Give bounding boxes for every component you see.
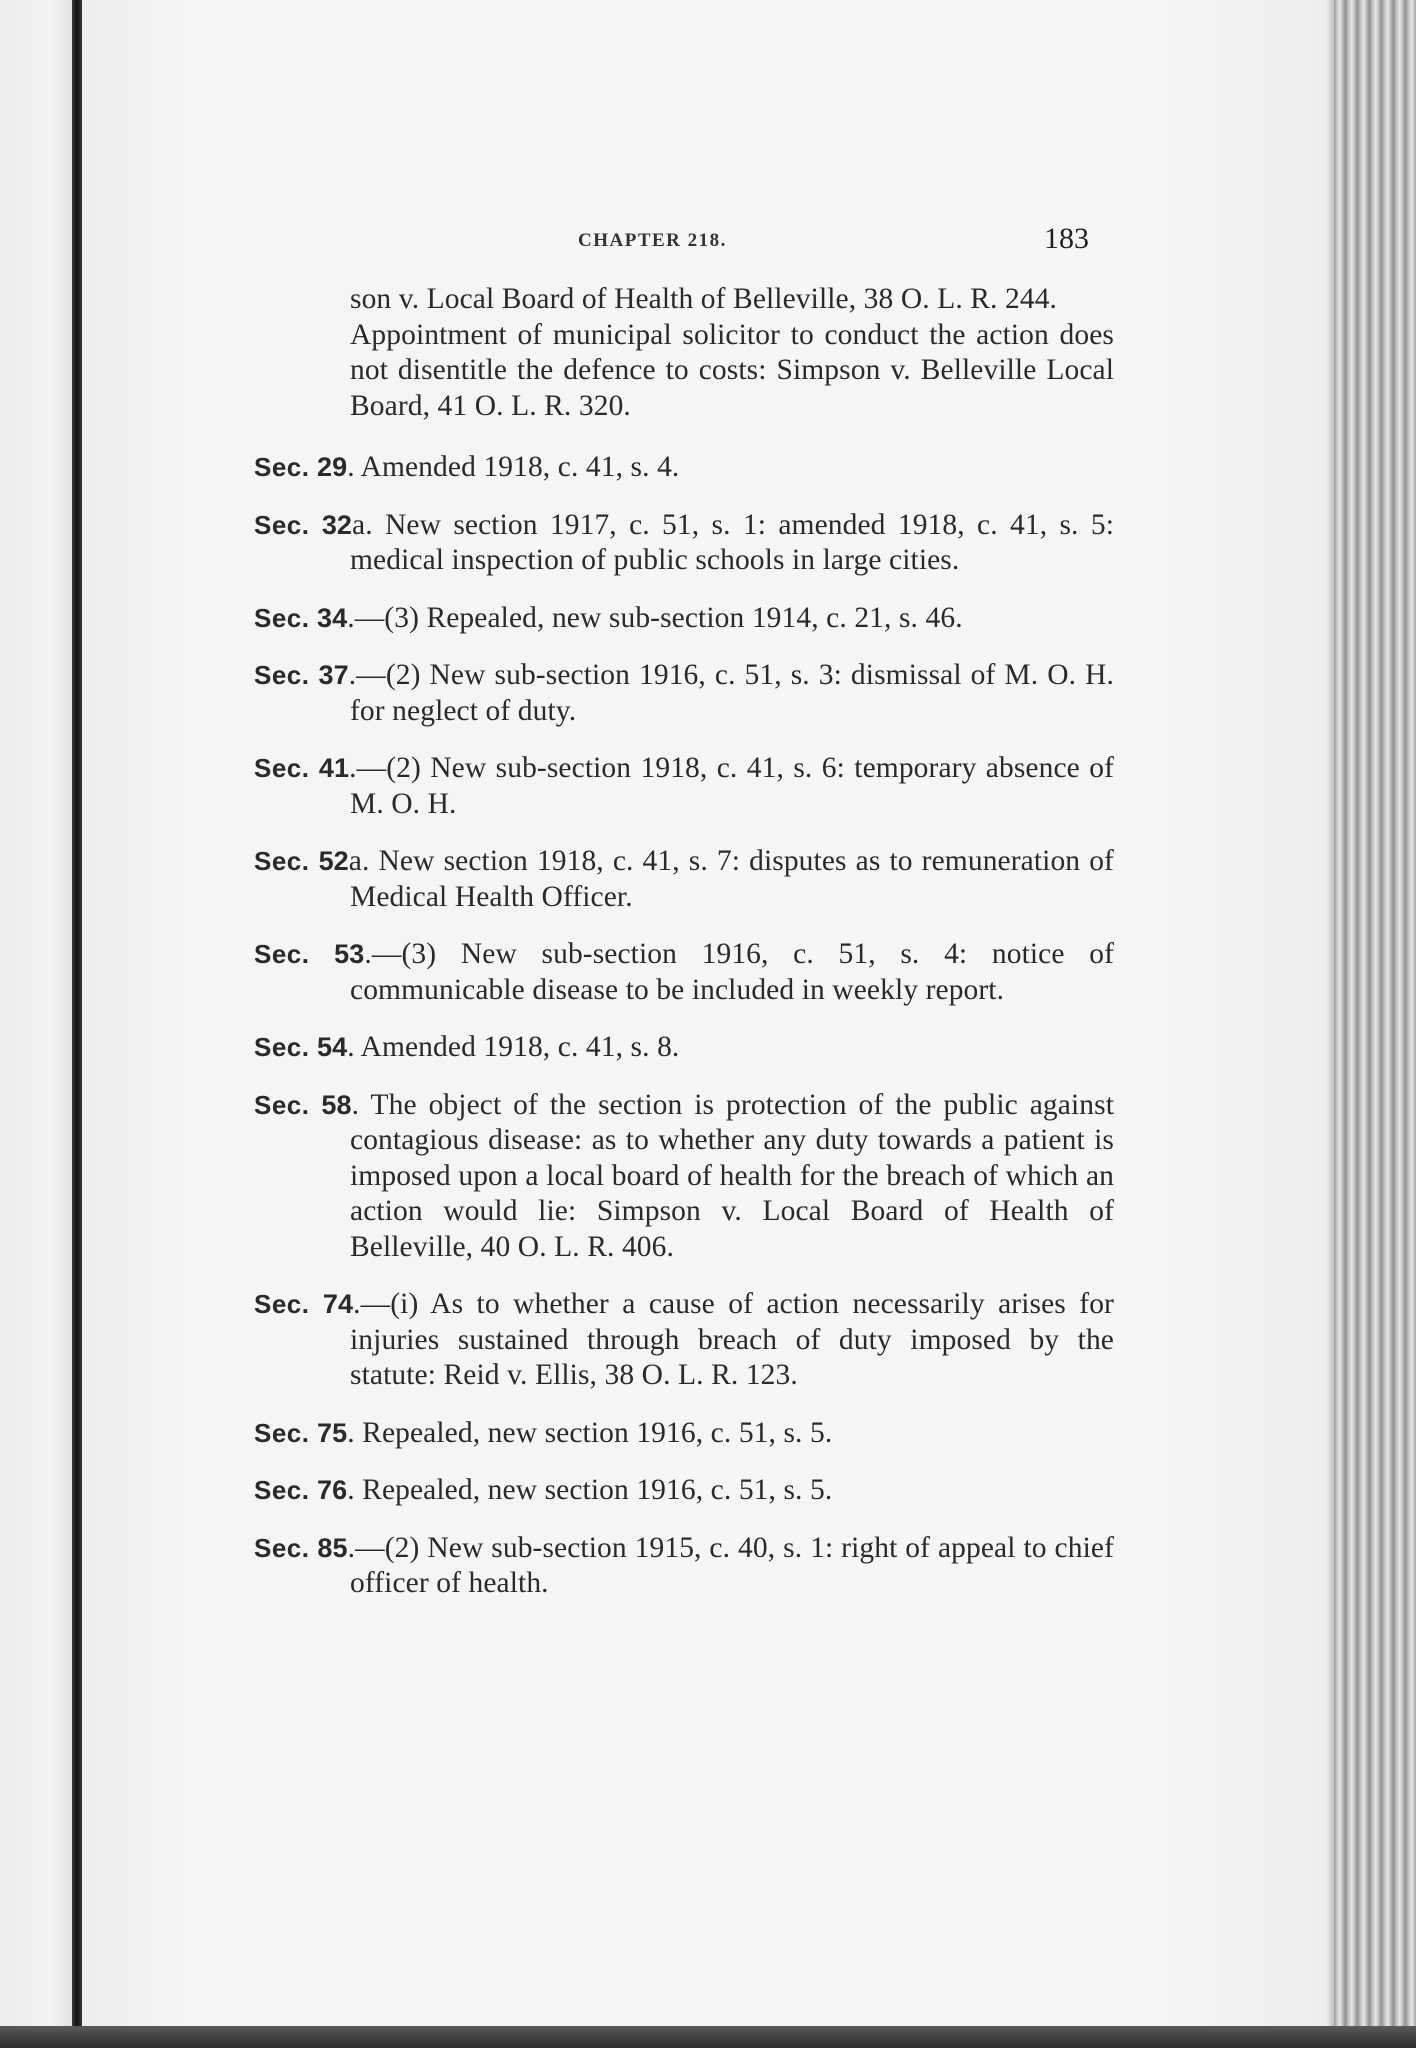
section-entry: [254, 601, 1114, 637]
section-label: Sec.: [254, 1032, 310, 1062]
section-label: Sec.: [254, 1089, 310, 1120]
section-label: Sec.: [254, 846, 310, 876]
section-number: 29: [316, 452, 348, 482]
section-entry: [254, 751, 1114, 822]
section-label: Sec.: [254, 509, 310, 540]
continuation-line: son v. Local Board of Health of Belleville, 38 O. L. R. 244.: [350, 283, 1058, 315]
book-gutter: [72, 0, 82, 2048]
section-number: 53: [334, 939, 365, 969]
section-text: . Amended 1918, c. 41, s. 4.: [347, 451, 680, 483]
section-text: . Repealed, new section 1916, c. 51, s. 5.: [347, 1416, 833, 1449]
section-entry: [254, 1030, 1114, 1066]
section-text: .—(2) New sub-section 1916, c. 51, s. 3: dismissal of M. O. H. for neglect of duty.: [348, 659, 1114, 727]
section-number: 58: [321, 1089, 352, 1120]
section-label: Sec.: [254, 660, 310, 690]
section-entry: [254, 937, 1114, 1008]
section-entry: [254, 508, 1114, 579]
section-label: Sec.: [254, 1289, 310, 1319]
section-entry: [254, 844, 1114, 915]
page-body: [254, 282, 1114, 1602]
section-number: 32: [321, 509, 353, 540]
section-entry: [254, 1416, 1114, 1452]
running-head: CHAPTER 218.: [578, 230, 727, 251]
section-text: .—(2) New sub-section 1915, c. 40, s. 1: right of appeal to chief officer of health.: [347, 1531, 1114, 1599]
section-text: a. New section 1917, c. 51, s. 1: amended 1918, c. 41, s. 5: medical inspection of public schools in large cities.: [350, 508, 1114, 576]
continuation-text: [350, 282, 1114, 424]
page-number: 183: [1044, 222, 1089, 255]
section-number: 74: [322, 1289, 354, 1319]
section-number: 76: [316, 1475, 348, 1505]
continuation-line: Appointment of municipal solicitor to conduct the action does not disentitle the defence to costs: Simpson v. Belleville Local Board, 41 O. L. R. 320.: [350, 318, 1114, 422]
section-label: Sec.: [254, 1532, 310, 1563]
bottom-edge: [0, 2026, 1416, 2048]
section-label: Sec.: [254, 452, 310, 482]
page-stack-edge: [1334, 0, 1416, 2048]
section-label: Sec.: [254, 602, 310, 633]
section-entry: [254, 1088, 1114, 1266]
section-number: 54: [316, 1032, 348, 1062]
section-label: Sec.: [254, 1475, 310, 1505]
section-text: a. New section 1918, c. 41, s. 7: disputes as to remuneration of Medical Health Officer.: [348, 845, 1114, 913]
section-label: Sec.: [254, 939, 310, 969]
section-text: . Repealed, new section 1916, c. 51, s. 5.: [347, 1474, 833, 1506]
section-entry: [254, 1473, 1114, 1509]
section-text: . The object of the section is protection of the public against contagious disease: as to whether any duty towards a patient is imposed upon a local board of health for the breach of which an action would lie: Simpson v. Local Board of Health of Belleville, 40 O. L. R. 406.: [350, 1088, 1114, 1263]
section-text: .—(3) Repealed, new sub-section 1914, c. 21, s. 46.: [347, 601, 963, 634]
section-number: 41: [318, 753, 350, 783]
section-number: 85: [317, 1532, 348, 1563]
section-entry: [254, 658, 1114, 729]
section-number: 52: [318, 846, 349, 876]
section-text: .—(3) New sub-section 1916, c. 51, s. 4: notice of communicable disease to be included in weekly report.: [350, 938, 1114, 1006]
page-header: [0, 222, 1416, 262]
section-text: . Amended 1918, c. 41, s. 8.: [347, 1031, 680, 1063]
section-number: 34: [316, 602, 348, 633]
section-text: .—(2) New sub-section 1918, c. 41, s. 6: temporary absence of M. O. H.: [349, 752, 1114, 820]
section-number: 75: [316, 1417, 348, 1448]
facing-page-edge: [0, 0, 72, 2048]
section-entry: [254, 1531, 1114, 1602]
section-number: 37: [318, 660, 349, 690]
section-entry: [254, 450, 1114, 486]
section-label: Sec.: [254, 1417, 310, 1448]
section-text: .—(i) As to whether a cause of action necessarily arises for injuries sustained through breach of duty imposed by the statute: Reid v. Ellis, 38 O. L. R. 123.: [350, 1288, 1114, 1391]
section-entry: [254, 1287, 1114, 1394]
section-label: Sec.: [254, 753, 310, 783]
